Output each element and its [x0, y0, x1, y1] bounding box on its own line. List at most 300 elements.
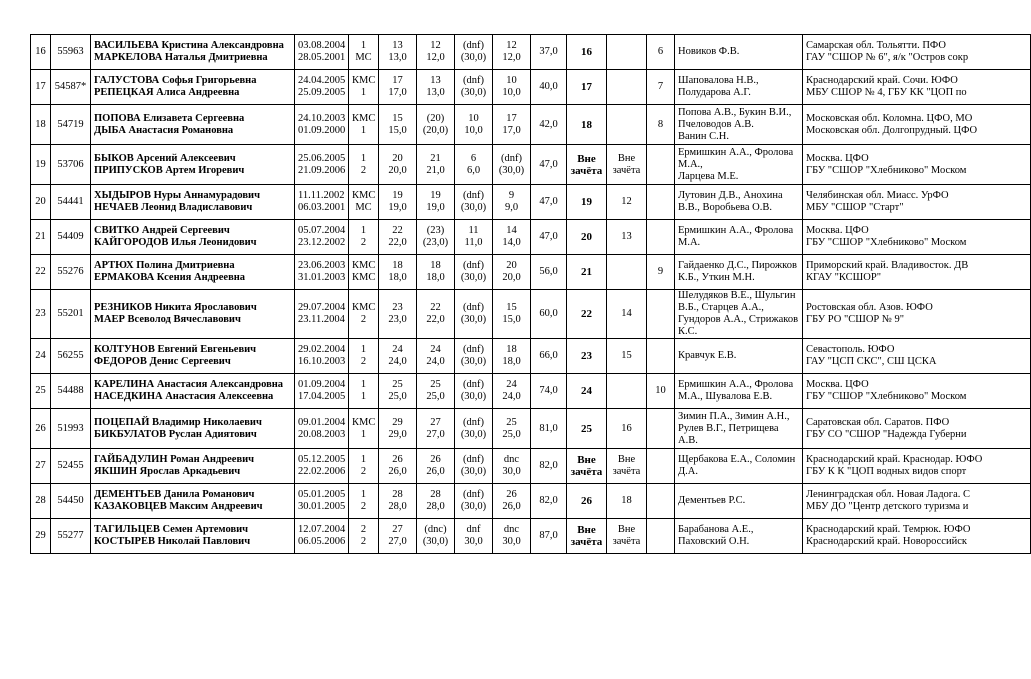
table-row [31, 449, 1031, 484]
crew-names-line: ПОПОВА Елизавета Сергеевна [94, 112, 245, 124]
race-2 [417, 70, 455, 105]
region-club [803, 185, 1031, 220]
coaches-line: Зимин П.А., Зимин А.Н., [678, 410, 790, 422]
crew-names-line: ПРИПУСКОВ Артем Игоревич [94, 164, 245, 176]
crew-names [91, 145, 295, 185]
crew-names [91, 220, 295, 255]
race-3-line: (30,0) [460, 202, 487, 213]
sport-rank-line: 1 [360, 391, 367, 402]
race-3-line: 11 [468, 225, 479, 236]
table-row [31, 185, 1031, 220]
table-row [31, 105, 1031, 145]
total-points: 81,0 [531, 409, 567, 449]
place [567, 519, 607, 554]
crew-names [91, 449, 295, 484]
race-3-line: (30,0) [460, 391, 487, 402]
race-2 [417, 374, 455, 409]
region-club-line: Москва. ЦФО [806, 152, 869, 164]
crew-names-line: НЕЧАЕВ Леонид Владиславович [94, 202, 253, 213]
coaches-line: Ларцева М.Е. [678, 170, 739, 182]
sport-rank [349, 185, 379, 220]
race-1-line: 17,0 [388, 87, 407, 98]
race-2-line: 12,0 [426, 52, 445, 63]
race-3-line: (dnf) [463, 260, 484, 271]
total-points: 40,0 [531, 70, 567, 105]
results-table-body [31, 35, 1031, 554]
race-4 [493, 185, 531, 220]
race-3-line: (dnf) [463, 302, 484, 313]
birth-dates-line: 30.01.2005 [298, 501, 346, 512]
sport-rank-line: 2 [360, 501, 367, 512]
coaches-line: Пчеловодов А.В. [678, 118, 754, 130]
race-2-line: 19 [430, 190, 441, 201]
crew-names-line: НАСЕДКИНА Анастасия Алексеевна [94, 391, 274, 402]
place-word: Вне [577, 454, 596, 466]
row-number: 21 [31, 220, 51, 255]
coaches [675, 449, 803, 484]
sub-place [647, 185, 675, 220]
entry-id: 54587* [51, 70, 91, 105]
race-4 [493, 290, 531, 339]
race-1-line: 13,0 [388, 52, 407, 63]
birth-dates-line: 25.06.2005 [298, 152, 346, 164]
race-3-line: (dnf) [463, 190, 484, 201]
sport-rank-line: 1 [360, 489, 367, 500]
race-1 [379, 255, 417, 290]
race-1-line: 28 [392, 489, 403, 500]
sport-rank-line: КМС [352, 302, 376, 313]
race-4-line: (dnf) [501, 152, 522, 164]
row-number: 25 [31, 374, 51, 409]
race-2-line: 28,0 [426, 501, 445, 512]
race-3 [455, 519, 493, 554]
sport-rank [349, 484, 379, 519]
race-1 [379, 484, 417, 519]
race-4-line: 17 [506, 112, 517, 124]
race-1 [379, 185, 417, 220]
sport-rank-line: 2 [360, 164, 367, 176]
race-4-line: 12 [506, 40, 517, 51]
race-2 [417, 290, 455, 339]
coaches [675, 409, 803, 449]
race-1-line: 29 [392, 416, 403, 428]
birth-dates-line: 24.10.2003 [298, 112, 346, 124]
group-place-word: зачёта [612, 466, 641, 477]
race-3 [455, 290, 493, 339]
entry-id: 54450 [51, 484, 91, 519]
region-club [803, 70, 1031, 105]
table-row [31, 220, 1031, 255]
race-4 [493, 484, 531, 519]
region-club [803, 339, 1031, 374]
race-1-line: 22,0 [388, 237, 407, 248]
sport-rank [349, 519, 379, 554]
race-4-line: 10 [506, 75, 517, 86]
region-club [803, 374, 1031, 409]
sport-rank [349, 145, 379, 185]
total-points: 82,0 [531, 449, 567, 484]
coaches-line: Щербакова Е.А., Соломин [678, 454, 796, 465]
region-club-line: ГБУ "СШОР "Хлебниково" Моском [806, 391, 967, 402]
coaches-line: Рулев В.Г., Петрищева [678, 422, 779, 434]
race-3-line: (30,0) [460, 52, 487, 63]
coaches-line: М.А. [678, 237, 701, 248]
place-word: зачёта [570, 164, 603, 177]
birth-dates-line: 28.05.2001 [298, 52, 346, 63]
crew-names [91, 339, 295, 374]
race-1-line: 26,0 [388, 466, 407, 477]
race-3 [455, 70, 493, 105]
race-4-line: 18,0 [502, 356, 521, 367]
sub-place: 8 [647, 105, 675, 145]
region-club-line: Самарская обл. Тольятти. ПФО [806, 40, 946, 51]
race-1-line: 18,0 [388, 272, 407, 283]
total-points: 60,0 [531, 290, 567, 339]
birth-dates-line: 24.04.2005 [298, 75, 346, 86]
race-3 [455, 449, 493, 484]
birth-dates [295, 35, 349, 70]
sub-place [647, 409, 675, 449]
total-points: 42,0 [531, 105, 567, 145]
crew-names [91, 255, 295, 290]
race-1-line: 15,0 [388, 124, 407, 136]
coaches-line: Гайдаенко Д.С., Пирожков [678, 260, 797, 271]
coaches [675, 519, 803, 554]
crew-names-line: КОЛТУНОВ Евгений Евгеньевич [94, 344, 257, 355]
birth-dates-line: 05.01.2005 [298, 489, 346, 500]
race-3-line: (30,0) [460, 87, 487, 98]
race-1-line: 13 [392, 40, 403, 51]
row-number: 18 [31, 105, 51, 145]
coaches-line: А.В. [678, 434, 698, 446]
coaches-line: К.Б., Уткин М.Н. [678, 272, 755, 283]
race-2-line: (20) [426, 112, 445, 124]
race-2-line: (20,0) [422, 124, 449, 136]
coaches-line: Ермишкин А.А., Фролова [678, 225, 794, 236]
table-row [31, 409, 1031, 449]
entry-id: 56255 [51, 339, 91, 374]
race-3-line: (30,0) [460, 428, 487, 440]
race-4-line: 25,0 [502, 428, 521, 440]
birth-dates-line: 05.07.2004 [298, 225, 346, 236]
race-2-line: 24 [430, 344, 441, 355]
race-2-line: 12 [430, 40, 441, 51]
birth-dates-line: 01.09.2000 [298, 124, 346, 136]
sport-rank-line: 1 [360, 428, 367, 440]
crew-names-line: МАЕР Всеволод Вячеславович [94, 314, 241, 325]
race-2-line: 21,0 [426, 164, 445, 176]
total-points: 37,0 [531, 35, 567, 70]
sub-place: 9 [647, 255, 675, 290]
race-4-line: 30,0 [502, 536, 521, 547]
race-1-line: 19,0 [388, 202, 407, 213]
race-2 [417, 105, 455, 145]
place: 18 [567, 105, 607, 145]
region-club-line: ГАУ "ЦСП СКС", СШ ЦСКА [806, 356, 937, 367]
sport-rank [349, 255, 379, 290]
row-number: 19 [31, 145, 51, 185]
race-4-line: 17,0 [502, 124, 521, 136]
row-number: 28 [31, 484, 51, 519]
region-club-line: ГБУ К К "ЦОП водных видов спорт [806, 466, 967, 477]
table-row [31, 35, 1031, 70]
race-4 [493, 339, 531, 374]
region-club [803, 449, 1031, 484]
race-1-line: 27,0 [388, 536, 407, 547]
row-number: 17 [31, 70, 51, 105]
group-place-word: Вне [617, 454, 636, 465]
sub-place [647, 145, 675, 185]
entry-id: 54719 [51, 105, 91, 145]
sport-rank-line: КМС [352, 416, 376, 428]
birth-dates-line: 05.12.2005 [298, 454, 346, 465]
sub-place: 6 [647, 35, 675, 70]
race-2-line: (dnc) [424, 524, 447, 535]
race-2 [417, 449, 455, 484]
birth-dates-line: 12.07.2004 [298, 524, 346, 535]
crew-names-line: ДЕМЕНТЬЕВ Данила Романович [94, 489, 255, 500]
row-number: 27 [31, 449, 51, 484]
table-row [31, 145, 1031, 185]
row-number: 20 [31, 185, 51, 220]
place [567, 449, 607, 484]
crew-names [91, 484, 295, 519]
crew-names-line: АРТЮХ Полина Дмитриевна [94, 260, 235, 271]
birth-dates-line: 29.02.2004 [298, 344, 346, 355]
race-3-line: (dnf) [463, 416, 484, 428]
crew-names [91, 519, 295, 554]
coaches-line: Шелудяков В.Е., Шульгин [678, 290, 796, 301]
group-place: 14 [607, 290, 647, 339]
race-3 [455, 255, 493, 290]
birth-dates [295, 519, 349, 554]
birth-dates-line: 06.05.2006 [298, 536, 346, 547]
group-place-word: зачёта [612, 164, 641, 176]
region-club-line: Краснодарский край. Сочи. ЮФО [806, 75, 958, 86]
entry-id: 55276 [51, 255, 91, 290]
sport-rank-line: 1 [360, 152, 367, 164]
total-points: 82,0 [531, 484, 567, 519]
region-club [803, 35, 1031, 70]
race-1 [379, 374, 417, 409]
race-2-line: (30,0) [422, 536, 449, 547]
race-1 [379, 105, 417, 145]
sport-rank-line: КМС [352, 112, 376, 124]
group-place-word: зачёта [612, 536, 641, 547]
region-club-line: ГБУ РО "СШОР № 9" [806, 314, 905, 325]
sport-rank-line: 2 [360, 314, 367, 325]
sport-rank-line: 2 [360, 466, 367, 477]
group-place [607, 519, 647, 554]
race-1-line: 19 [392, 190, 403, 201]
race-3 [455, 185, 493, 220]
race-2 [417, 409, 455, 449]
birth-dates [295, 185, 349, 220]
birth-dates-line: 11.11.2002 [298, 190, 345, 201]
group-place [607, 449, 647, 484]
race-3-line: (dnf) [463, 379, 484, 390]
birth-dates [295, 374, 349, 409]
region-club [803, 519, 1031, 554]
results-table [30, 34, 1031, 554]
row-number: 26 [31, 409, 51, 449]
race-3-line: (dnf) [463, 454, 484, 465]
race-3-line: (30,0) [460, 466, 487, 477]
sport-rank [349, 35, 379, 70]
region-club-line: МБУ СШОР № 4, ГБУ КК "ЦОП по [806, 87, 967, 98]
race-1 [379, 339, 417, 374]
sport-rank-line: 2 [360, 536, 367, 547]
coaches-line: М.А., Шувалова Е.В. [678, 391, 773, 402]
group-place [607, 105, 647, 145]
coaches [675, 105, 803, 145]
race-1 [379, 409, 417, 449]
sub-place [647, 339, 675, 374]
coaches-line: В.В., Воробьева О.В. [678, 202, 772, 213]
row-number: 29 [31, 519, 51, 554]
race-2 [417, 185, 455, 220]
coaches-line: Полударова А.Г. [678, 87, 751, 98]
region-club-line: Москва. ЦФО [806, 379, 869, 390]
crew-names [91, 409, 295, 449]
race-2-line: 19,0 [426, 202, 445, 213]
race-4-line: 15,0 [502, 314, 521, 325]
race-2-line: 24,0 [426, 356, 445, 367]
region-club-line: Московская обл. Долгопрудный. ЦФО [806, 124, 978, 136]
race-1-line: 17 [392, 75, 403, 86]
birth-dates [295, 409, 349, 449]
birth-dates-line: 17.04.2005 [298, 391, 346, 402]
crew-names-line: ЕРМАКОВА Ксения Андреевна [94, 272, 246, 283]
race-4 [493, 35, 531, 70]
race-1-line: 18 [392, 260, 403, 271]
group-place [607, 35, 647, 70]
coaches-line: Новиков Ф.В. [678, 46, 740, 57]
crew-names-line: КАЙГОРОДОВ Илья Леонидович [94, 237, 257, 248]
sport-rank-line: 1 [360, 87, 367, 98]
race-1-line: 25 [392, 379, 403, 390]
birth-dates [295, 290, 349, 339]
region-club [803, 105, 1031, 145]
race-2 [417, 220, 455, 255]
place: 22 [567, 290, 607, 339]
region-club-line: Челябинская обл. Миасс. УрФО [806, 190, 949, 201]
race-3-line: (30,0) [460, 356, 487, 367]
crew-names [91, 35, 295, 70]
race-2-line: 26,0 [426, 466, 445, 477]
place [567, 145, 607, 185]
group-place [607, 255, 647, 290]
sport-rank-line: 1 [360, 379, 367, 390]
region-club [803, 220, 1031, 255]
race-4-line: 12,0 [502, 52, 521, 63]
group-place [607, 374, 647, 409]
coaches [675, 374, 803, 409]
race-3 [455, 35, 493, 70]
race-1 [379, 449, 417, 484]
sport-rank-line: МС [355, 202, 372, 213]
group-place [607, 145, 647, 185]
crew-names [91, 105, 295, 145]
race-3 [455, 339, 493, 374]
crew-names-line: ВАСИЛЬЕВА Кристина Александровна [94, 40, 284, 51]
race-1 [379, 35, 417, 70]
birth-dates-line: 20.08.2003 [298, 428, 346, 440]
coaches-line: Попова А.В., Букин В.И., [678, 106, 792, 118]
region-club-line: Краснодарский край. Краснодар. ЮФО [806, 454, 983, 465]
coaches-line: Паховский О.Н. [678, 536, 750, 547]
coaches [675, 185, 803, 220]
race-1-line: 28,0 [388, 501, 407, 512]
race-3-line: (30,0) [460, 314, 487, 325]
race-3-line: 6 [470, 152, 477, 164]
sport-rank [349, 290, 379, 339]
sport-rank-line: МС [355, 52, 372, 63]
total-points: 47,0 [531, 220, 567, 255]
birth-dates-line: 03.08.2004 [298, 40, 346, 51]
birth-dates-line: 01.09.2004 [298, 379, 346, 390]
region-club-line: МБУ ДО "Центр детского туризма и [806, 501, 969, 512]
region-club-line: Приморский край. Владивосток. ДВ [806, 260, 969, 271]
sport-rank [349, 105, 379, 145]
birth-dates [295, 449, 349, 484]
race-4-line: 9 [508, 190, 515, 201]
region-club-line: Москва. ЦФО [806, 225, 869, 236]
race-2-line: 25,0 [426, 391, 445, 402]
crew-names-line: КОСТЫРЕВ Николай Павлович [94, 536, 251, 547]
crew-names-line: ФЕДОРОВ Денис Сергеевич [94, 356, 231, 367]
birth-dates [295, 70, 349, 105]
crew-names [91, 185, 295, 220]
region-club-line: Московская обл. Коломна. ЦФО, МО [806, 112, 973, 124]
group-place [607, 70, 647, 105]
crew-names-line: РЕЗНИКОВ Никита Ярославович [94, 302, 257, 313]
race-4-line: 26,0 [502, 501, 521, 512]
birth-dates [295, 484, 349, 519]
race-3-line: dnf [466, 524, 481, 535]
birth-dates-line: 25.09.2005 [298, 87, 346, 98]
crew-names-line: ТАГИЛЬЦЕВ Семен Артемович [94, 524, 249, 535]
birth-dates [295, 255, 349, 290]
crew-names [91, 70, 295, 105]
sub-place: 7 [647, 70, 675, 105]
race-1 [379, 145, 417, 185]
region-club-line: ГБУ СО "СШОР "Надежда Губерни [806, 428, 967, 440]
row-number: 16 [31, 35, 51, 70]
race-2-line: 27,0 [426, 428, 445, 440]
crew-names-line: ЯКШИН Ярослав Аркадьевич [94, 466, 241, 477]
race-1-line: 27 [392, 524, 403, 535]
race-4-line: 24 [506, 379, 517, 390]
place: 25 [567, 409, 607, 449]
race-2-line: 13 [430, 75, 441, 86]
region-club-line: Саратовская обл. Саратов. ПФО [806, 416, 950, 428]
place: 24 [567, 374, 607, 409]
birth-dates-line: 06.03.2001 [298, 202, 346, 213]
race-1-line: 15 [392, 112, 403, 124]
entry-id: 55201 [51, 290, 91, 339]
place: 16 [567, 35, 607, 70]
race-2-line: 13,0 [426, 87, 445, 98]
race-4 [493, 220, 531, 255]
race-3-line: 10,0 [464, 124, 483, 136]
race-4 [493, 374, 531, 409]
coaches [675, 290, 803, 339]
race-4-line: 24,0 [502, 391, 521, 402]
sub-place: 10 [647, 374, 675, 409]
table-row [31, 255, 1031, 290]
race-2 [417, 484, 455, 519]
